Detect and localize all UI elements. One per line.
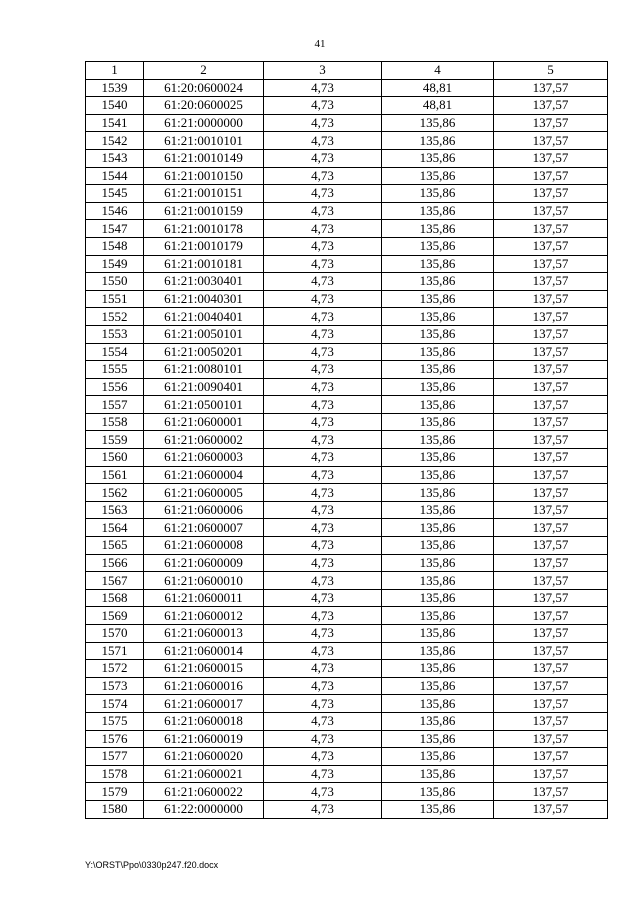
- table-cell: 135,86: [382, 185, 494, 203]
- table-cell: 1547: [86, 220, 144, 238]
- table-cell: 4,73: [264, 308, 382, 326]
- table-row: [86, 730, 608, 748]
- table-cell: 4,73: [264, 97, 382, 115]
- table-row: [86, 695, 608, 713]
- table-row: [86, 501, 608, 519]
- data-table: [85, 61, 608, 819]
- table-row: [86, 325, 608, 343]
- table-row: [86, 167, 608, 185]
- table-cell: 135,86: [382, 589, 494, 607]
- table-cell: 1560: [86, 449, 144, 467]
- table-cell: 135,86: [382, 660, 494, 678]
- table-cell: 61:20:0600024: [144, 79, 264, 97]
- table-header-row: [86, 62, 608, 80]
- table-cell: 1550: [86, 273, 144, 291]
- table-row: [86, 149, 608, 167]
- table-cell: 61:21:0050101: [144, 325, 264, 343]
- table-cell: 1541: [86, 114, 144, 132]
- table-cell: 61:21:0600001: [144, 413, 264, 431]
- table-cell: 137,57: [494, 625, 608, 643]
- table-cell: 61:21:0600022: [144, 783, 264, 801]
- table-cell: 137,57: [494, 519, 608, 537]
- table-cell: 1539: [86, 79, 144, 97]
- table-cell: 135,86: [382, 220, 494, 238]
- table-cell: 135,86: [382, 783, 494, 801]
- table-body: [86, 79, 608, 818]
- table-cell: 61:21:0030401: [144, 273, 264, 291]
- table-cell: 1556: [86, 378, 144, 396]
- table-cell: 4,73: [264, 501, 382, 519]
- table-cell: 1559: [86, 431, 144, 449]
- table-cell: 1546: [86, 202, 144, 220]
- table-cell: 4,73: [264, 413, 382, 431]
- table-cell: 61:21:0000000: [144, 114, 264, 132]
- table-cell: 48,81: [382, 97, 494, 115]
- table-row: [86, 484, 608, 502]
- table-cell: 1561: [86, 466, 144, 484]
- table-cell: 4,73: [264, 202, 382, 220]
- table-row: [86, 800, 608, 818]
- table-row: [86, 202, 608, 220]
- table-cell: 137,57: [494, 325, 608, 343]
- table-cell: 135,86: [382, 607, 494, 625]
- table-cell: 137,57: [494, 466, 608, 484]
- table-cell: 61:21:0600021: [144, 765, 264, 783]
- table-row: [86, 290, 608, 308]
- table-cell: 135,86: [382, 237, 494, 255]
- table-cell: 137,57: [494, 237, 608, 255]
- table-cell: 1548: [86, 237, 144, 255]
- table-cell: 135,86: [382, 519, 494, 537]
- table-cell: 1554: [86, 343, 144, 361]
- table-row: [86, 712, 608, 730]
- column-header: 3: [264, 62, 382, 80]
- table-cell: 1580: [86, 800, 144, 818]
- table-cell: 1576: [86, 730, 144, 748]
- table-cell: 135,86: [382, 466, 494, 484]
- table-row: [86, 765, 608, 783]
- table-cell: 61:21:0600016: [144, 677, 264, 695]
- table-cell: 137,57: [494, 537, 608, 555]
- table-row: [86, 572, 608, 590]
- table-cell: 137,57: [494, 114, 608, 132]
- table-cell: 135,86: [382, 132, 494, 150]
- table-cell: 1565: [86, 537, 144, 555]
- table-cell: 61:21:0600011: [144, 589, 264, 607]
- table-cell: 135,86: [382, 273, 494, 291]
- table-cell: 4,73: [264, 519, 382, 537]
- table-cell: 61:21:0010151: [144, 185, 264, 203]
- table-row: [86, 449, 608, 467]
- table-cell: 135,86: [382, 378, 494, 396]
- table-cell: 4,73: [264, 237, 382, 255]
- table-cell: 61:21:0600013: [144, 625, 264, 643]
- table-cell: 61:21:0010149: [144, 149, 264, 167]
- table-cell: 4,73: [264, 149, 382, 167]
- table-cell: 4,73: [264, 607, 382, 625]
- table-row: [86, 677, 608, 695]
- table-cell: 137,57: [494, 607, 608, 625]
- table-cell: 135,86: [382, 712, 494, 730]
- table-cell: 1567: [86, 572, 144, 590]
- table-cell: 61:21:0600007: [144, 519, 264, 537]
- table-cell: 4,73: [264, 325, 382, 343]
- table-cell: 137,57: [494, 396, 608, 414]
- table-cell: 137,57: [494, 132, 608, 150]
- table-cell: 1558: [86, 413, 144, 431]
- table-cell: 61:21:0050201: [144, 343, 264, 361]
- table-cell: 135,86: [382, 308, 494, 326]
- table-cell: 135,86: [382, 765, 494, 783]
- table-cell: 137,57: [494, 589, 608, 607]
- table-row: [86, 589, 608, 607]
- table-cell: 61:21:0600015: [144, 660, 264, 678]
- table-cell: 135,86: [382, 677, 494, 695]
- table-cell: 135,86: [382, 290, 494, 308]
- table-row: [86, 554, 608, 572]
- table-cell: 1563: [86, 501, 144, 519]
- column-header: 2: [144, 62, 264, 80]
- table-row: [86, 308, 608, 326]
- table-cell: 4,73: [264, 800, 382, 818]
- table-cell: 1570: [86, 625, 144, 643]
- table-row: [86, 748, 608, 766]
- table-cell: 137,57: [494, 748, 608, 766]
- table-cell: 135,86: [382, 695, 494, 713]
- table-cell: 4,73: [264, 748, 382, 766]
- table-cell: 4,73: [264, 361, 382, 379]
- table-cell: 137,57: [494, 730, 608, 748]
- table-row: [86, 413, 608, 431]
- table-cell: 4,73: [264, 642, 382, 660]
- table-cell: 137,57: [494, 449, 608, 467]
- footer-file-path: Y:\ORST\Ppo\0330p247.f20.docx: [85, 860, 219, 870]
- table-cell: 4,73: [264, 484, 382, 502]
- table-cell: 61:21:0090401: [144, 378, 264, 396]
- table-cell: 1545: [86, 185, 144, 203]
- table-cell: 135,86: [382, 537, 494, 555]
- table-cell: 61:21:0600019: [144, 730, 264, 748]
- table-cell: 61:21:0600004: [144, 466, 264, 484]
- table-cell: 135,86: [382, 343, 494, 361]
- table-cell: 48,81: [382, 79, 494, 97]
- table-cell: 1540: [86, 97, 144, 115]
- table-cell: 1557: [86, 396, 144, 414]
- table-cell: 4,73: [264, 625, 382, 643]
- table-cell: 61:21:0500101: [144, 396, 264, 414]
- table-cell: 137,57: [494, 343, 608, 361]
- table-cell: 1579: [86, 783, 144, 801]
- table-cell: 137,57: [494, 290, 608, 308]
- table-row: [86, 783, 608, 801]
- table-cell: 137,57: [494, 712, 608, 730]
- table-cell: 61:21:0600002: [144, 431, 264, 449]
- table-cell: 137,57: [494, 220, 608, 238]
- table-cell: 137,57: [494, 695, 608, 713]
- table-row: [86, 431, 608, 449]
- table-cell: 4,73: [264, 695, 382, 713]
- table-cell: 4,73: [264, 79, 382, 97]
- table-cell: 135,86: [382, 149, 494, 167]
- table-cell: 61:21:0010150: [144, 167, 264, 185]
- table-cell: 61:21:0600009: [144, 554, 264, 572]
- table-row: [86, 185, 608, 203]
- table-cell: 4,73: [264, 396, 382, 414]
- table-cell: 4,73: [264, 712, 382, 730]
- table-cell: 137,57: [494, 413, 608, 431]
- table-cell: 1575: [86, 712, 144, 730]
- table-cell: 137,57: [494, 255, 608, 273]
- table-cell: 137,57: [494, 202, 608, 220]
- table-cell: 4,73: [264, 730, 382, 748]
- table-cell: 4,73: [264, 114, 382, 132]
- table-cell: 135,86: [382, 325, 494, 343]
- table-cell: 1543: [86, 149, 144, 167]
- table-cell: 4,73: [264, 572, 382, 590]
- table-cell: 1555: [86, 361, 144, 379]
- table-cell: 135,86: [382, 114, 494, 132]
- table-cell: 135,86: [382, 413, 494, 431]
- table-row: [86, 537, 608, 555]
- table-cell: 61:21:0600020: [144, 748, 264, 766]
- table-cell: 137,57: [494, 378, 608, 396]
- table-cell: 135,86: [382, 730, 494, 748]
- table-cell: 4,73: [264, 589, 382, 607]
- table-cell: 4,73: [264, 185, 382, 203]
- table-cell: 4,73: [264, 378, 382, 396]
- table-cell: 137,57: [494, 79, 608, 97]
- table-cell: 61:21:0010178: [144, 220, 264, 238]
- table-cell: 1569: [86, 607, 144, 625]
- table-cell: 4,73: [264, 167, 382, 185]
- table-cell: 1577: [86, 748, 144, 766]
- column-header: 4: [382, 62, 494, 80]
- table-cell: 61:21:0600008: [144, 537, 264, 555]
- table-cell: 1552: [86, 308, 144, 326]
- table-cell: 61:21:0600012: [144, 607, 264, 625]
- table-cell: 1571: [86, 642, 144, 660]
- table-cell: 137,57: [494, 642, 608, 660]
- table-cell: 4,73: [264, 537, 382, 555]
- table-cell: 4,73: [264, 343, 382, 361]
- table-cell: 137,57: [494, 167, 608, 185]
- table-cell: 61:20:0600025: [144, 97, 264, 115]
- table-cell: 137,57: [494, 572, 608, 590]
- table-cell: 137,57: [494, 273, 608, 291]
- table-cell: 137,57: [494, 484, 608, 502]
- table-cell: 137,57: [494, 149, 608, 167]
- table-row: [86, 466, 608, 484]
- table-row: [86, 642, 608, 660]
- table-row: [86, 273, 608, 291]
- table-row: [86, 378, 608, 396]
- table-cell: 1566: [86, 554, 144, 572]
- table-row: [86, 79, 608, 97]
- table-cell: 137,57: [494, 660, 608, 678]
- table-cell: 135,86: [382, 800, 494, 818]
- table-cell: 135,86: [382, 255, 494, 273]
- page-number: 41: [314, 38, 326, 50]
- table-cell: 137,57: [494, 765, 608, 783]
- table-cell: 1572: [86, 660, 144, 678]
- table-cell: 135,86: [382, 396, 494, 414]
- table-cell: 61:21:0010181: [144, 255, 264, 273]
- table-row: [86, 361, 608, 379]
- table-cell: 135,86: [382, 484, 494, 502]
- table-cell: 137,57: [494, 361, 608, 379]
- table-cell: 61:22:0000000: [144, 800, 264, 818]
- table-cell: 4,73: [264, 449, 382, 467]
- table-cell: 61:21:0010179: [144, 237, 264, 255]
- table-cell: 1544: [86, 167, 144, 185]
- table-cell: 135,86: [382, 431, 494, 449]
- table-cell: 135,86: [382, 501, 494, 519]
- table-cell: 1568: [86, 589, 144, 607]
- table-row: [86, 625, 608, 643]
- table-cell: 137,57: [494, 800, 608, 818]
- table-cell: 135,86: [382, 625, 494, 643]
- table-cell: 137,57: [494, 554, 608, 572]
- table-cell: 1578: [86, 765, 144, 783]
- column-header: 1: [86, 62, 144, 80]
- table-cell: 61:21:0040301: [144, 290, 264, 308]
- table-cell: 4,73: [264, 220, 382, 238]
- table-cell: 61:21:0010101: [144, 132, 264, 150]
- table-cell: 61:21:0040401: [144, 308, 264, 326]
- table-cell: 137,57: [494, 783, 608, 801]
- table-cell: 135,86: [382, 642, 494, 660]
- table-row: [86, 396, 608, 414]
- table-cell: 4,73: [264, 554, 382, 572]
- table-cell: 1562: [86, 484, 144, 502]
- table-cell: 1573: [86, 677, 144, 695]
- table-cell: 4,73: [264, 431, 382, 449]
- table-cell: 135,86: [382, 748, 494, 766]
- table-cell: 1564: [86, 519, 144, 537]
- table-cell: 135,86: [382, 202, 494, 220]
- table-cell: 4,73: [264, 290, 382, 308]
- table-cell: 135,86: [382, 554, 494, 572]
- table-row: [86, 132, 608, 150]
- table-cell: 4,73: [264, 132, 382, 150]
- table-cell: 137,57: [494, 501, 608, 519]
- table-cell: 4,73: [264, 783, 382, 801]
- table-cell: 4,73: [264, 273, 382, 291]
- table-cell: 4,73: [264, 765, 382, 783]
- table-cell: 61:21:0010159: [144, 202, 264, 220]
- table-row: [86, 255, 608, 273]
- table-cell: 137,57: [494, 431, 608, 449]
- table-cell: 4,73: [264, 660, 382, 678]
- table-cell: 135,86: [382, 449, 494, 467]
- table-cell: 1549: [86, 255, 144, 273]
- table-cell: 137,57: [494, 677, 608, 695]
- table-row: [86, 660, 608, 678]
- table-cell: 61:21:0600003: [144, 449, 264, 467]
- table-cell: 61:21:0080101: [144, 361, 264, 379]
- table-row: [86, 343, 608, 361]
- table-cell: 137,57: [494, 185, 608, 203]
- table-cell: 61:21:0600018: [144, 712, 264, 730]
- table-cell: 61:21:0600010: [144, 572, 264, 590]
- table-row: [86, 607, 608, 625]
- table-cell: 4,73: [264, 255, 382, 273]
- table-row: [86, 237, 608, 255]
- table-cell: 4,73: [264, 466, 382, 484]
- table-row: [86, 97, 608, 115]
- table-cell: 137,57: [494, 97, 608, 115]
- table-cell: 1574: [86, 695, 144, 713]
- table-cell: 4,73: [264, 677, 382, 695]
- table-cell: 135,86: [382, 167, 494, 185]
- table-cell: 61:21:0600014: [144, 642, 264, 660]
- table-cell: 137,57: [494, 308, 608, 326]
- table-cell: 61:21:0600006: [144, 501, 264, 519]
- table-cell: 61:21:0600005: [144, 484, 264, 502]
- column-header: 5: [494, 62, 608, 80]
- table-cell: 1551: [86, 290, 144, 308]
- table-cell: 61:21:0600017: [144, 695, 264, 713]
- table-row: [86, 114, 608, 132]
- table-row: [86, 519, 608, 537]
- table-cell: 1553: [86, 325, 144, 343]
- table-cell: 135,86: [382, 361, 494, 379]
- table-cell: 135,86: [382, 572, 494, 590]
- table-cell: 1542: [86, 132, 144, 150]
- table-row: [86, 220, 608, 238]
